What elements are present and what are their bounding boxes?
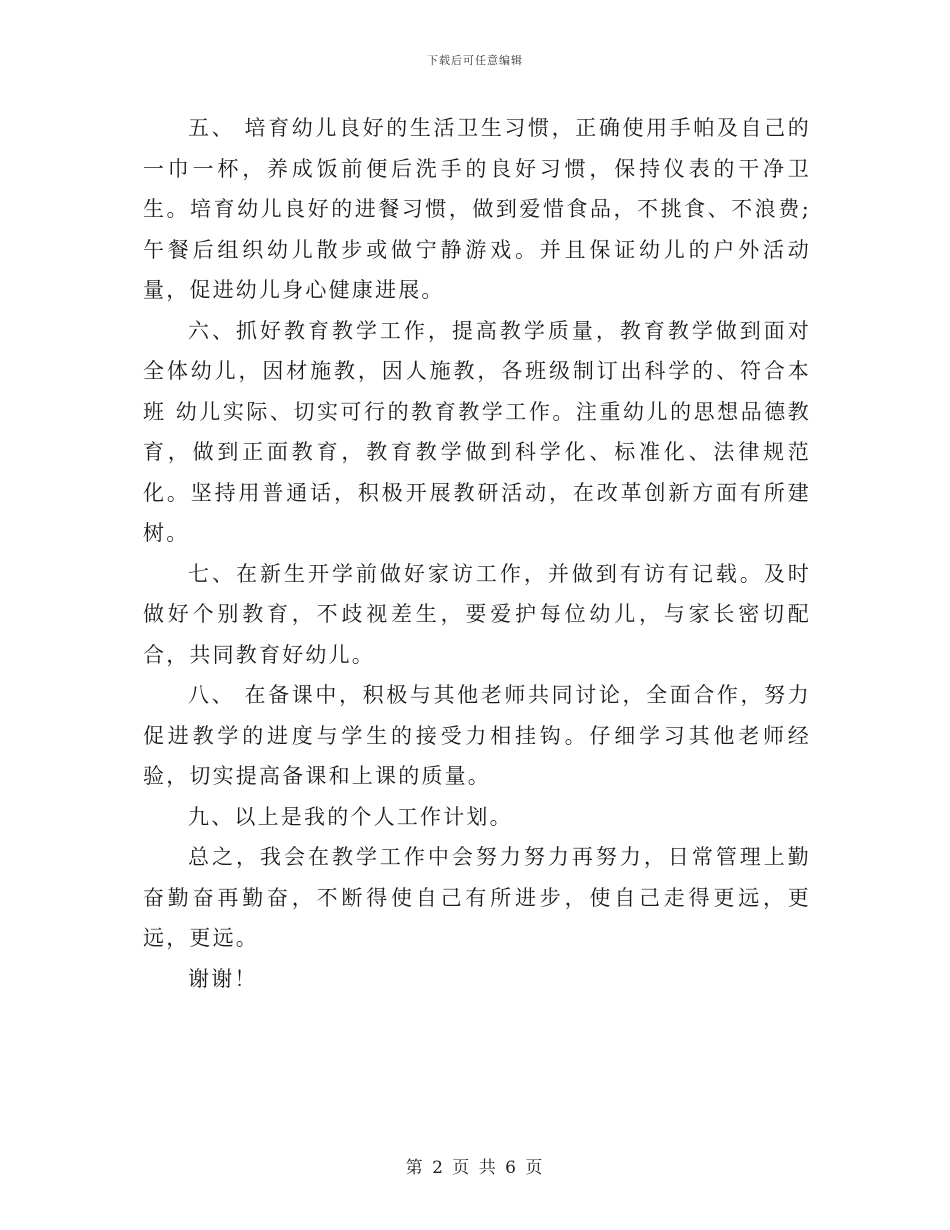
paragraph-9: 九、以上是我的个人工作计划。 xyxy=(188,804,513,829)
paragraph-8: 八、 在备课中，积极与其他老师共同讨论，全面合作，努力促进教学的进度与学生的接受力相挂钩。仔细学习其他老师经验，切实提高备课和上课的质量。 xyxy=(143,683,811,788)
paragraph-6: 六、抓好教育教学工作，提高教学质量，教育教学做到面对全体幼儿，因材施教，因人施教，各班级制订出科学的、符合本班 幼儿实际、切实可行的教育教学工作。注重幼儿的思想品德教育，做到正面教育，教育教学做到科学化、标准化、法律规范化。坚持用普通话，积极开展教研活动，在改革创新方面有所建树。 xyxy=(143,318,811,545)
document-body xyxy=(143,108,811,999)
paragraph-7: 七、在新生开学前做好家访工作，并做到有访有记载。及时做好个别教育，不歧视差生，要爱护每位幼儿，与家长密切配合，共同教育好幼儿。 xyxy=(143,561,811,667)
paragraph-summary: 总之，我会在教学工作中会努力努力再努力，日常管理上勤奋勤奋再勤奋，不断得使自己有所进步，使自己走得更远，更远，更远。 xyxy=(143,845,811,950)
paragraph-thanks: 谢谢！ xyxy=(188,966,258,991)
page-header: 下载后可任意编辑 xyxy=(427,54,523,67)
paragraph-5: 五、 培育幼儿良好的生活卫生习惯，正确使用手帕及自己的一巾一杯，养成饭前便后洗手的良好习惯，保持仪表的干净卫生。培育幼儿良好的进餐习惯，做到爱惜食品，不挑食、不浪费;午餐后组织幼儿散步或做宁静游戏。并且保证幼儿的户外活动量，促进幼儿身心健康进展。 xyxy=(143,116,811,302)
page-number-footer: 第 2 页 共 6 页 xyxy=(405,1158,545,1178)
